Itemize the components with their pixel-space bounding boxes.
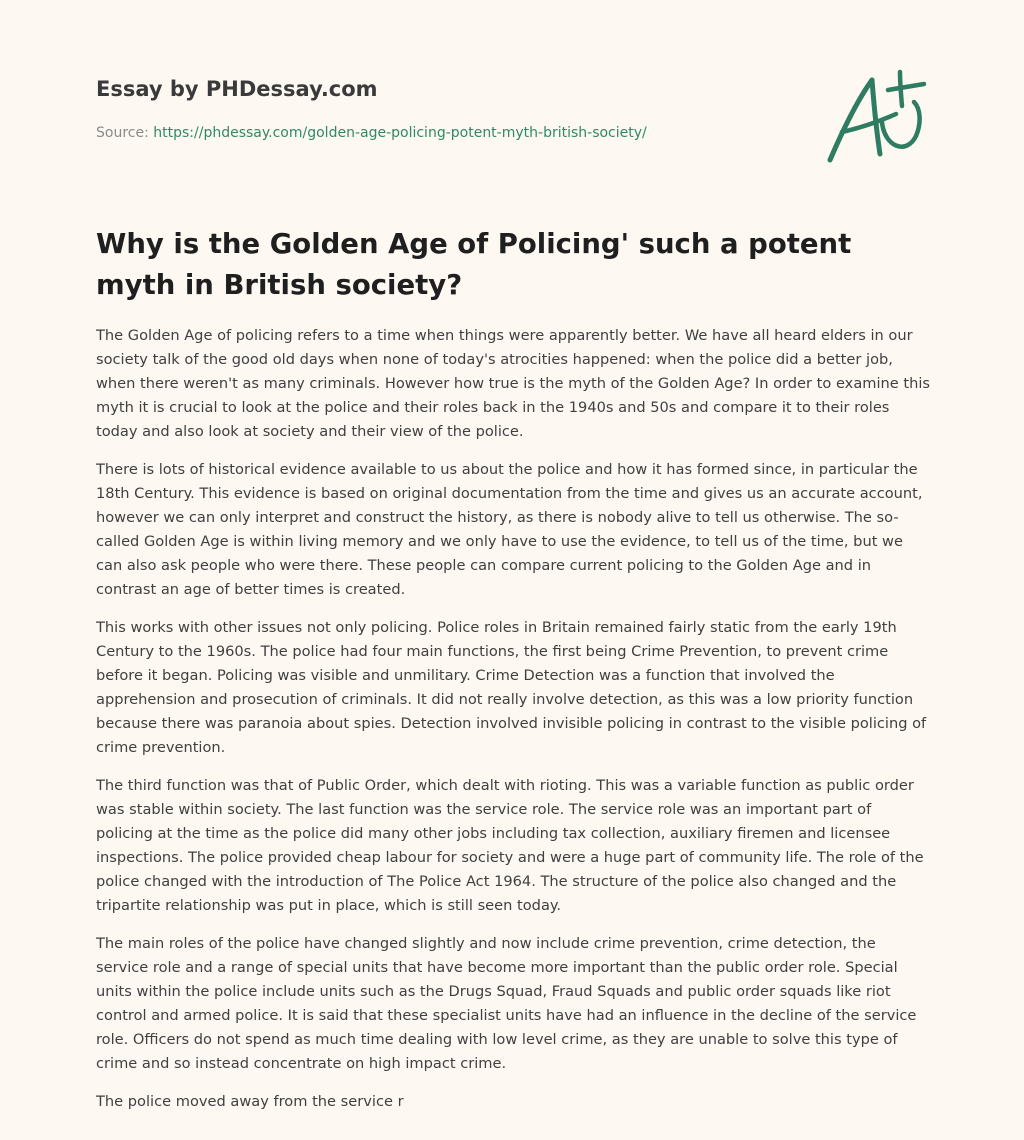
essay-paragraph-truncated: The police moved away from the service r [96,1093,404,1110]
brand-title: Essay by PHDessay.com [96,77,378,101]
header [96,74,696,143]
essay-paragraph: The Golden Age of policing refers to a time when things were apparently better. We have all heard elders in our society talk of the good old days when none of today's atrocities happened: when the police did a better job, when there weren't as many criminals. However how true is the myth of the Golden Age? In order to examine this myth it is crucial to look at the police and their roles back in the 1940s and 50s and compare it to their roles today and also look at society and their view of the police. [96,327,931,440]
essay-paragraph: There is lots of historical evidence available to us about the police and how it has formed since, in particular the 18th Century. This evidence is based on original documentation from the time and gives us an accurate account, however we can only interpret and construct the history, as there is nobody alive to tell us otherwise. The so-called Golden Age is within living memory and we only have to use the evidence, to tell us of the time, but we can also ask people who were there. These people can compare current policing to the Golden Age and in contrast an age of better times is created. [96,461,923,598]
source-label: Source: [96,125,149,141]
source-link[interactable]: https://phdessay.com/golden-age-policing-potent-myth-british-society/ [153,125,647,141]
source-line [96,123,696,143]
essay-paragraph: The third function was that of Public Order, which dealt with rioting. This was a variable function as public order was stable within society. The last function was the service role. The service role was an important part of policing at the time as the police did many other jobs including tax collection, auxiliary firemen and licensee inspections. The police provided cheap labour for society and were a huge part of community life. The role of the police changed with the introduction of The Police Act 1964. The structure of the police also changed and the tripartite relationship was put in place, which is still seen today. [96,777,924,914]
essay-paragraph: This works with other issues not only policing. Police roles in Britain remained fairly static from the early 19th Century to the 1960s. The police had four main functions, the first being Crime Prevention, to prevent crime before it began. Policing was visible and unmilitary. Crime Detection was a function that involved the apprehension and prosecution of criminals. It did not really involve detection, as this was a low priority function because there was paranoia about spies. Detection involved invisible policing in contrast to the visible policing of crime prevention. [96,619,927,756]
essay-title: Why is the Golden Age of Policing' such a potent myth in British society? [96,228,852,301]
essay-paragraph: The main roles of the police have changed slightly and now include crime prevention, crime detection, the service role and a range of special units that have become more important than the public order role. Special units within the police include units such as the Drugs Squad, Fraud Squads and public order squads like riot control and armed police. It is said that these specialist units have had an influence in the decline of the service role. Officers do not spend as much time dealing with low level crime, as they are unable to solve this type of crime and so instead concentrate on high impact crime. [96,935,917,1072]
essay-body [96,324,932,1128]
a-plus-grade-icon [820,66,930,166]
